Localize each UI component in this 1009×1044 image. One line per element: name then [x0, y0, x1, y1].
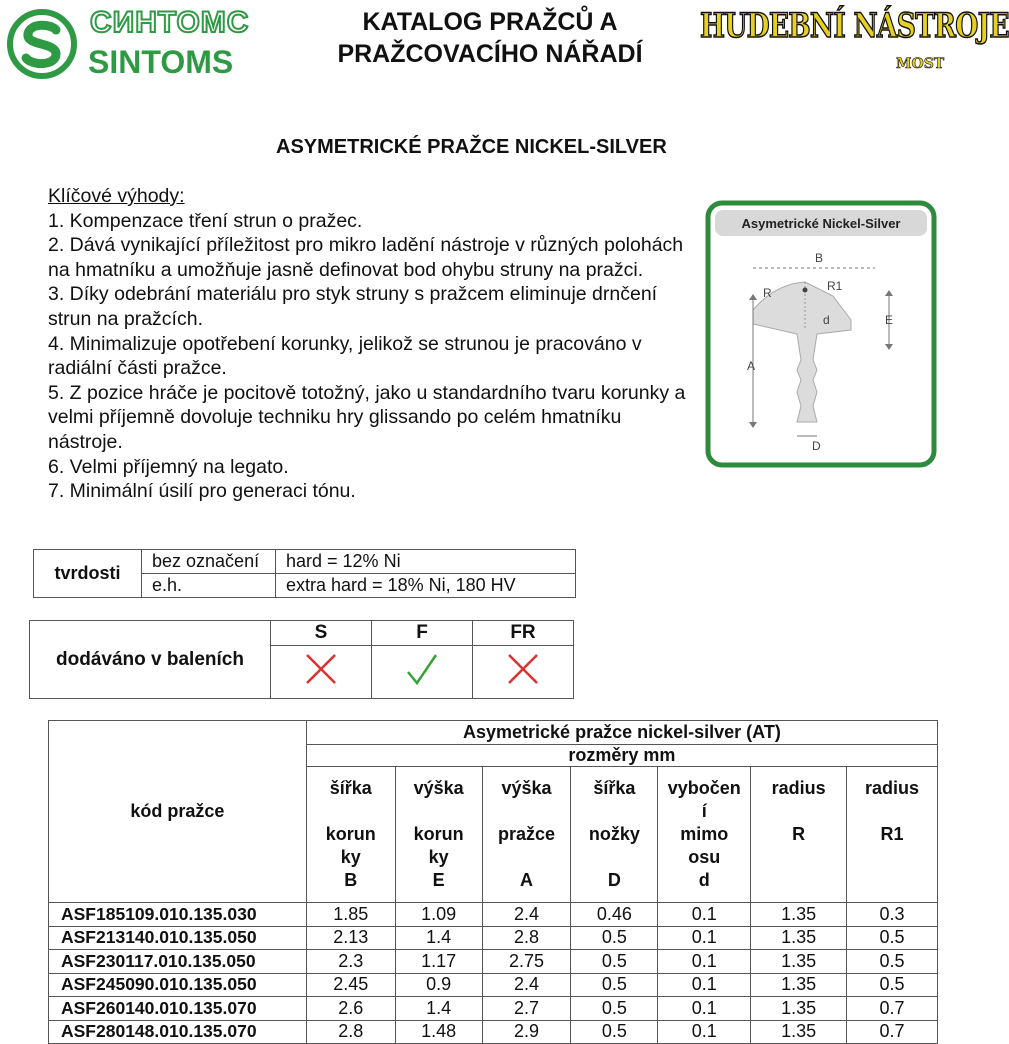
- column-header-line: A: [519, 870, 533, 890]
- column-header-line: radius: [771, 778, 826, 798]
- logo-latin-text: SINTOMS: [88, 44, 234, 80]
- code-column-header: kód pražce: [49, 721, 307, 903]
- dimension-cell-B: 2.45: [306, 973, 395, 997]
- label-d-width: D: [812, 439, 821, 453]
- document-title: [300, 6, 680, 70]
- table-row: [49, 973, 938, 997]
- advantage-item: 2. Dává vynikající příležitost pro mikro ladění nástroje v různých polohách na hmatníku a umožňuje jasně definovat bod ohybu struny na pražci.: [48, 234, 684, 281]
- packaging-label: dodáváno v baleních: [30, 621, 271, 699]
- cross-icon: [304, 652, 338, 686]
- dimension-cell-R1: 0.7: [847, 997, 938, 1021]
- advantages-list: [48, 184, 698, 504]
- column-header-line: í: [701, 801, 707, 821]
- logo-right-sub-text: MOST: [896, 56, 945, 72]
- sintoms-s-mark-icon: [6, 8, 78, 80]
- dimension-cell-B: 2.13: [306, 926, 395, 950]
- label-r: R: [763, 286, 772, 300]
- dimension-cell-E: 1.48: [395, 1020, 482, 1044]
- column-header-line: E: [432, 870, 445, 890]
- dimension-cell-B: 1.85: [306, 903, 395, 927]
- dimension-cell-R1: 0.5: [847, 926, 938, 950]
- dimension-cell-A: 2.7: [482, 997, 571, 1021]
- dimension-cell-R1: 0.7: [847, 1020, 938, 1044]
- dimension-cell-R1: 0.3: [847, 903, 938, 927]
- packaging-f-status: [372, 646, 473, 699]
- dimension-column-header: [482, 767, 571, 903]
- dimension-cell-B: 2.3: [306, 950, 395, 974]
- dimension-cell-E: 1.17: [395, 950, 482, 974]
- dimension-cell-d: 0.1: [658, 1020, 751, 1044]
- column-header-line: mimo: [680, 824, 729, 844]
- dimension-cell-R: 1.35: [751, 926, 847, 950]
- sintoms-logo: [6, 4, 261, 82]
- column-header-line: [847, 846, 937, 869]
- hardness-mark: e.h.: [142, 574, 276, 598]
- dimension-cell-A: 2.9: [482, 1020, 571, 1044]
- fret-code-cell: ASF230117.010.135.050: [49, 950, 307, 974]
- packaging-fr-status: [473, 646, 574, 699]
- fret-profile-diagram: [705, 200, 937, 468]
- dimension-cell-A: 2.8: [482, 926, 571, 950]
- column-header-line: šířka: [593, 778, 636, 798]
- advantage-item: 3. Díky odebrání materiálu pro styk struny s pražcem eliminuje drnčení strun na pražcích.: [48, 283, 658, 330]
- column-header-line: ky: [340, 847, 361, 867]
- column-header-line: [571, 800, 657, 823]
- column-header-line: [396, 800, 482, 823]
- hardness-desc: extra hard = 18% Ni, 180 HV: [276, 574, 576, 598]
- packaging-col-s: S: [271, 621, 372, 646]
- table-row: [49, 926, 938, 950]
- dimension-cell-A: 2.4: [482, 903, 571, 927]
- label-b: B: [815, 251, 824, 265]
- column-header-line: vybočen: [667, 778, 741, 798]
- title-line-1: KATALOG PRAŽCŮ A: [362, 8, 618, 36]
- dimension-cell-D: 0.5: [571, 1020, 658, 1044]
- advantage-item: 4. Minimalizuje opotřebení korunky, jelikož se strunou je pracováno v radiální části pražce.: [48, 332, 642, 380]
- logo-cyrillic-text: СИНТОМС: [90, 6, 250, 39]
- crown-apex-point: [803, 288, 808, 293]
- label-a: A: [747, 359, 756, 373]
- column-header-line: [483, 846, 571, 869]
- table-title: Asymetrické pražce nickel-silver (AT): [306, 721, 937, 745]
- dimension-cell-R: 1.35: [751, 997, 847, 1021]
- column-header-line: d: [698, 870, 710, 890]
- advantage-item: 5. Z pozice hráče je pocitově totožný, jako u standardního tvaru korunky a velmi příjemně dovoluje techniku hry glissando po celém hmatníku nástroje.: [48, 381, 686, 453]
- check-icon: [405, 652, 439, 686]
- label-e: E: [885, 313, 894, 327]
- column-header-line: osu: [688, 847, 721, 867]
- column-header-line: D: [607, 870, 621, 890]
- packaging-s-status: [271, 646, 372, 699]
- column-header-line: radius: [865, 778, 920, 798]
- advantages-heading: Klíčové výhody:: [48, 185, 185, 207]
- dimension-cell-E: 0.9: [395, 973, 482, 997]
- table-row: [49, 1020, 938, 1044]
- dimension-cell-R: 1.35: [751, 973, 847, 997]
- hudebni-nastroje-logo: [700, 6, 1009, 72]
- dimension-cell-A: 2.75: [482, 950, 571, 974]
- dimension-column-header: [306, 767, 395, 903]
- fret-dimensions-table: [48, 720, 938, 1044]
- dimension-cell-D: 0.46: [571, 903, 658, 927]
- dimension-cell-D: 0.5: [571, 997, 658, 1021]
- packaging-col-fr: FR: [473, 621, 574, 646]
- column-header-line: [483, 800, 571, 823]
- dimension-cell-R: 1.35: [751, 1020, 847, 1044]
- fret-code-cell: ASF280148.010.135.070: [49, 1020, 307, 1044]
- dimension-cell-E: 1.4: [395, 926, 482, 950]
- column-header-line: [847, 800, 937, 823]
- column-header-line: výška: [501, 778, 552, 798]
- column-header-line: [751, 869, 846, 892]
- advantage-item: 6. Velmi příjemný na legato.: [48, 455, 289, 478]
- column-header-line: R1: [880, 824, 904, 844]
- hardness-mark: bez označení: [142, 550, 276, 574]
- dimension-cell-d: 0.1: [658, 926, 751, 950]
- hardness-table: [33, 549, 576, 598]
- column-header-line: [751, 846, 846, 869]
- dimension-cell-R: 1.35: [751, 950, 847, 974]
- dimension-cell-A: 2.4: [482, 973, 571, 997]
- hardness-desc: hard = 12% Ni: [276, 550, 576, 574]
- column-header-line: nožky: [588, 824, 640, 844]
- table-row: [49, 903, 938, 927]
- dimension-cell-B: 2.8: [306, 1020, 395, 1044]
- label-r1: R1: [827, 279, 843, 293]
- advantage-item: 1. Kompenzace tření strun o pražec.: [48, 209, 363, 232]
- fret-code-cell: ASF213140.010.135.050: [49, 926, 307, 950]
- fret-code-cell: ASF185109.010.135.030: [49, 903, 307, 927]
- table-subtitle: rozměry mm: [306, 745, 937, 767]
- advantage-item: 7. Minimální úsilí pro generaci tónu.: [48, 480, 356, 503]
- fret-code-cell: ASF260140.010.135.070: [49, 997, 307, 1021]
- dimension-cell-d: 0.1: [658, 903, 751, 927]
- logo-right-main-text: HUDEBNÍ NÁSTROJE: [700, 6, 1009, 46]
- dimension-cell-B: 2.6: [306, 997, 395, 1021]
- column-header-line: [571, 846, 657, 869]
- dimension-cell-D: 0.5: [571, 950, 658, 974]
- dimension-cell-E: 1.09: [395, 903, 482, 927]
- packaging-col-f: F: [372, 621, 473, 646]
- dimension-cell-R1: 0.5: [847, 950, 938, 974]
- hardness-label: tvrdosti: [34, 550, 142, 598]
- dimension-cell-R1: 0.5: [847, 973, 938, 997]
- dimension-column-header: [847, 767, 938, 903]
- dimension-cell-D: 0.5: [571, 973, 658, 997]
- section-subtitle: ASYMETRICKÉ PRAŽCE NICKEL-SILVER: [276, 136, 667, 158]
- column-header-line: šířka: [329, 778, 372, 798]
- column-header-line: pražce: [497, 824, 555, 844]
- table-row: [49, 997, 938, 1021]
- fret-code-cell: ASF245090.010.135.050: [49, 973, 307, 997]
- dimension-cell-d: 0.1: [658, 950, 751, 974]
- cross-icon: [506, 652, 540, 686]
- dimension-column-header: [571, 767, 658, 903]
- dimension-column-header: [751, 767, 847, 903]
- title-line-2: PRAŽCOVACÍHO NÁŘADÍ: [337, 40, 643, 68]
- diagram-title: Asymetrické Nickel-Silver: [741, 216, 901, 231]
- label-d-offset: d: [823, 313, 830, 327]
- table-row: [49, 950, 938, 974]
- dimension-cell-d: 0.1: [658, 997, 751, 1021]
- dimension-column-header: [395, 767, 482, 903]
- column-header-line: korun: [325, 824, 376, 844]
- column-header-line: výška: [413, 778, 464, 798]
- column-header-line: [847, 869, 937, 892]
- dimension-column-header: [658, 767, 751, 903]
- column-header-line: korun: [413, 824, 464, 844]
- dimension-cell-D: 0.5: [571, 926, 658, 950]
- dimension-cell-E: 1.4: [395, 997, 482, 1021]
- column-header-line: R: [792, 824, 806, 844]
- dimension-cell-R: 1.35: [751, 903, 847, 927]
- column-header-line: B: [344, 870, 358, 890]
- column-header-line: [307, 800, 395, 823]
- column-header-line: [751, 800, 846, 823]
- column-header-line: ky: [428, 847, 449, 867]
- packaging-table: [29, 620, 574, 699]
- dimension-cell-d: 0.1: [658, 973, 751, 997]
